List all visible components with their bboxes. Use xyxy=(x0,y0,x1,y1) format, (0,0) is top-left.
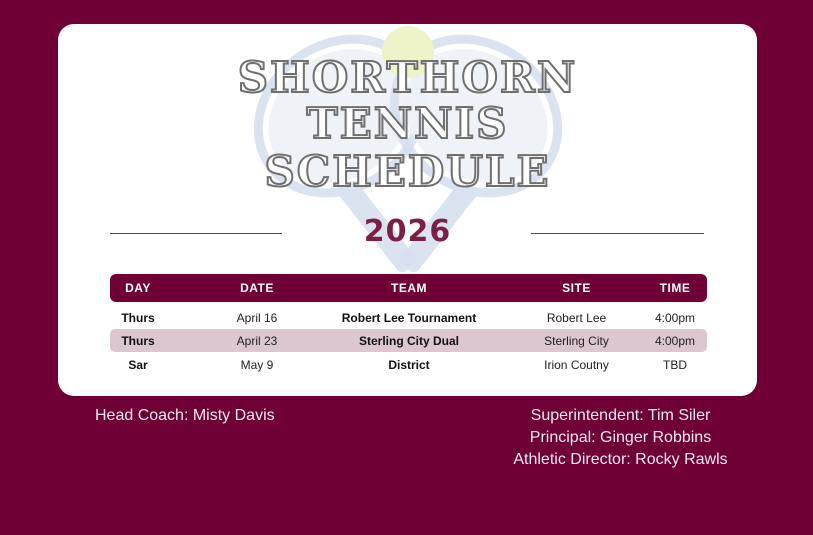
header-date: DATE xyxy=(240,281,274,295)
divider-right xyxy=(531,233,704,234)
table-header xyxy=(110,274,707,302)
table-row xyxy=(110,353,707,376)
row-time: 4:00pm xyxy=(654,310,696,325)
schedule-card xyxy=(58,24,757,396)
row-time: 4:00pm xyxy=(654,333,696,348)
header-team: TEAM xyxy=(391,281,427,295)
table-row xyxy=(110,329,707,352)
row-day: Thurs xyxy=(121,333,155,348)
title-line-2: TENNIS xyxy=(306,99,509,148)
row-time: TBD xyxy=(663,357,687,372)
title-line-1: SHORTHORN xyxy=(237,53,578,102)
row-date: April 23 xyxy=(236,333,278,348)
row-day: Sar xyxy=(128,357,148,372)
season-year: 2026 xyxy=(363,214,452,249)
table-row xyxy=(110,306,707,329)
athletic-director: Athletic Director: Rocky Rawls xyxy=(513,451,728,468)
header-day: DAY xyxy=(125,281,151,295)
row-site: Sterling City xyxy=(544,333,609,348)
row-site: Irion Coutny xyxy=(544,357,609,372)
row-site: Robert Lee xyxy=(546,310,607,325)
header-site: SITE xyxy=(562,281,591,295)
row-date: May 9 xyxy=(240,357,274,372)
row-team: Sterling City Dual xyxy=(358,333,459,348)
title-line-3: SCHEDULE xyxy=(264,147,551,196)
row-date: April 16 xyxy=(236,310,278,325)
row-day: Thurs xyxy=(121,310,155,325)
header-time: TIME xyxy=(659,281,691,295)
superintendent: Superintendent: Tim Siler xyxy=(530,407,711,424)
principal: Principal: Ginger Robbins xyxy=(529,429,712,446)
administration-list xyxy=(490,405,751,471)
row-team: Robert Lee Tournament xyxy=(341,310,477,325)
row-team: District xyxy=(388,357,430,372)
head-coach: Head Coach: Misty Davis xyxy=(95,407,275,424)
